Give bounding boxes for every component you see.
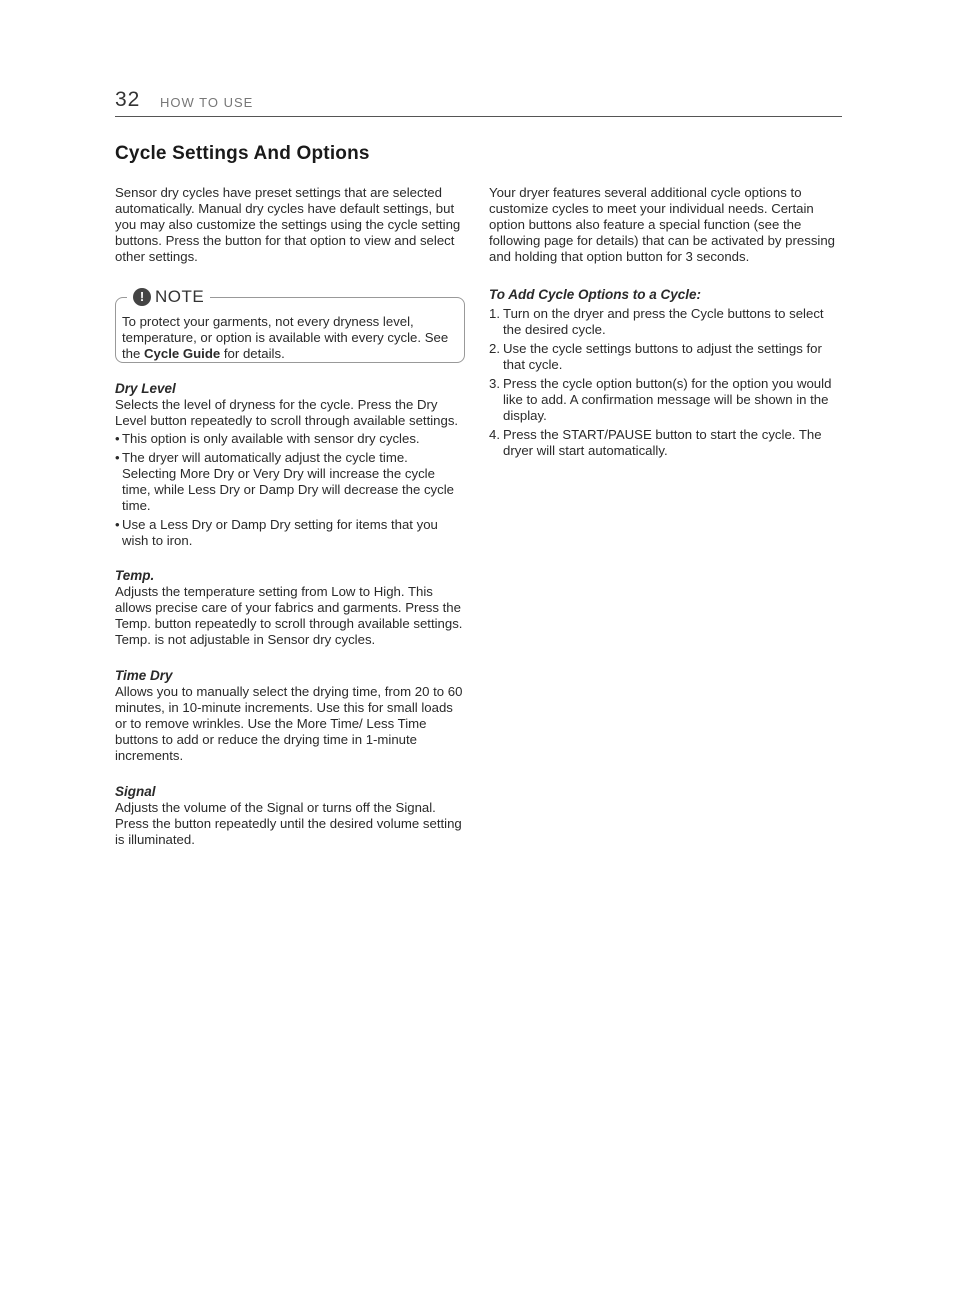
signal-section (115, 784, 465, 848)
note-text (122, 314, 457, 362)
step-item: 1. Turn on the dryer and press the Cycle buttons to select the desired cycle. (489, 306, 824, 337)
page-title: Cycle Settings And Options (115, 143, 370, 164)
temp-body: Adjusts the temperature setting from Low to High. This allows precise care of your fabrics and garments. Press the Temp. button repeatedly to scroll through available settings. Temp. is not adjustable in Sensor dry cycles. (115, 584, 463, 647)
exclamation-icon: ! (133, 288, 151, 306)
page-number: 32 (115, 88, 141, 111)
left-column (115, 185, 465, 848)
bullet-item: • Use a Less Dry or Damp Dry setting for items that you wish to iron. (115, 517, 438, 548)
intro-paragraph: Sensor dry cycles have preset settings that are selected automatically. Manual dry cycles have default settings, but you may also customize the settings using the cycle setting buttons. Press the button for that option to view and select other settings. (115, 185, 461, 264)
time-dry-heading: Time Dry (115, 668, 173, 683)
step-item: 3. Press the cycle option button(s) for the option you would like to add. A confirmation message will be shown in the display. (489, 376, 832, 423)
add-options-steps (489, 306, 841, 459)
bullet-item: • The dryer will automatically adjust the cycle time. Selecting More Dry or Very Dry will increase the cycle time, while Less Dry or Damp Dry will decrease the cycle time. (115, 450, 454, 513)
signal-body: Adjusts the volume of the Signal or turns off the Signal. Press the button repeatedly until the desired volume setting is illuminated. (115, 800, 462, 847)
add-options-section (489, 287, 841, 459)
step-item: 2. Use the cycle settings buttons to adjust the settings for that cycle. (489, 341, 822, 372)
signal-heading: Signal (115, 784, 156, 799)
dry-level-heading: Dry Level (115, 381, 176, 396)
cycle-guide-reference: Cycle Guide (144, 346, 221, 361)
note-box (115, 289, 465, 361)
step-item: 4. Press the START/PAUSE button to start the cycle. The dryer will start automatically. (489, 427, 822, 458)
options-intro-paragraph: Your dryer features several additional cycle options to customize cycles to meet your individual needs. Certain option buttons also feature a special function (see the following page for details) that can be activated by pressing and holding that option button for 3 seconds. (489, 185, 836, 264)
bullet-item: • This option is only available with sensor dry cycles. (115, 431, 420, 446)
note-label: NOTE (155, 287, 205, 306)
add-options-heading: To Add Cycle Options to a Cycle: (489, 287, 702, 302)
time-dry-body: Allows you to manually select the drying time, from 20 to 60 minutes, in 10-minute increments. Use this for small loads or to remove wrinkles. Use the More Time/ Less Time buttons to add or reduce the drying time in 1-minute increments. (115, 684, 463, 763)
dry-level-body: Selects the level of dryness for the cycle. Press the Dry Level button repeatedly to scroll through available settings. (115, 397, 459, 428)
dry-level-section (115, 381, 465, 549)
dry-level-bullets (115, 431, 465, 549)
page-header (115, 88, 842, 117)
note-header (127, 289, 210, 305)
note-text-start: To protect your garments, not every dryness level, temperature, or option is available with every cycle. See the (122, 314, 449, 361)
note-text-end: for details. (220, 346, 285, 361)
temp-heading: Temp. (115, 568, 155, 583)
temp-section (115, 568, 465, 648)
section-label: HOW TO USE (160, 95, 254, 110)
right-column (489, 185, 841, 461)
time-dry-section (115, 668, 465, 764)
